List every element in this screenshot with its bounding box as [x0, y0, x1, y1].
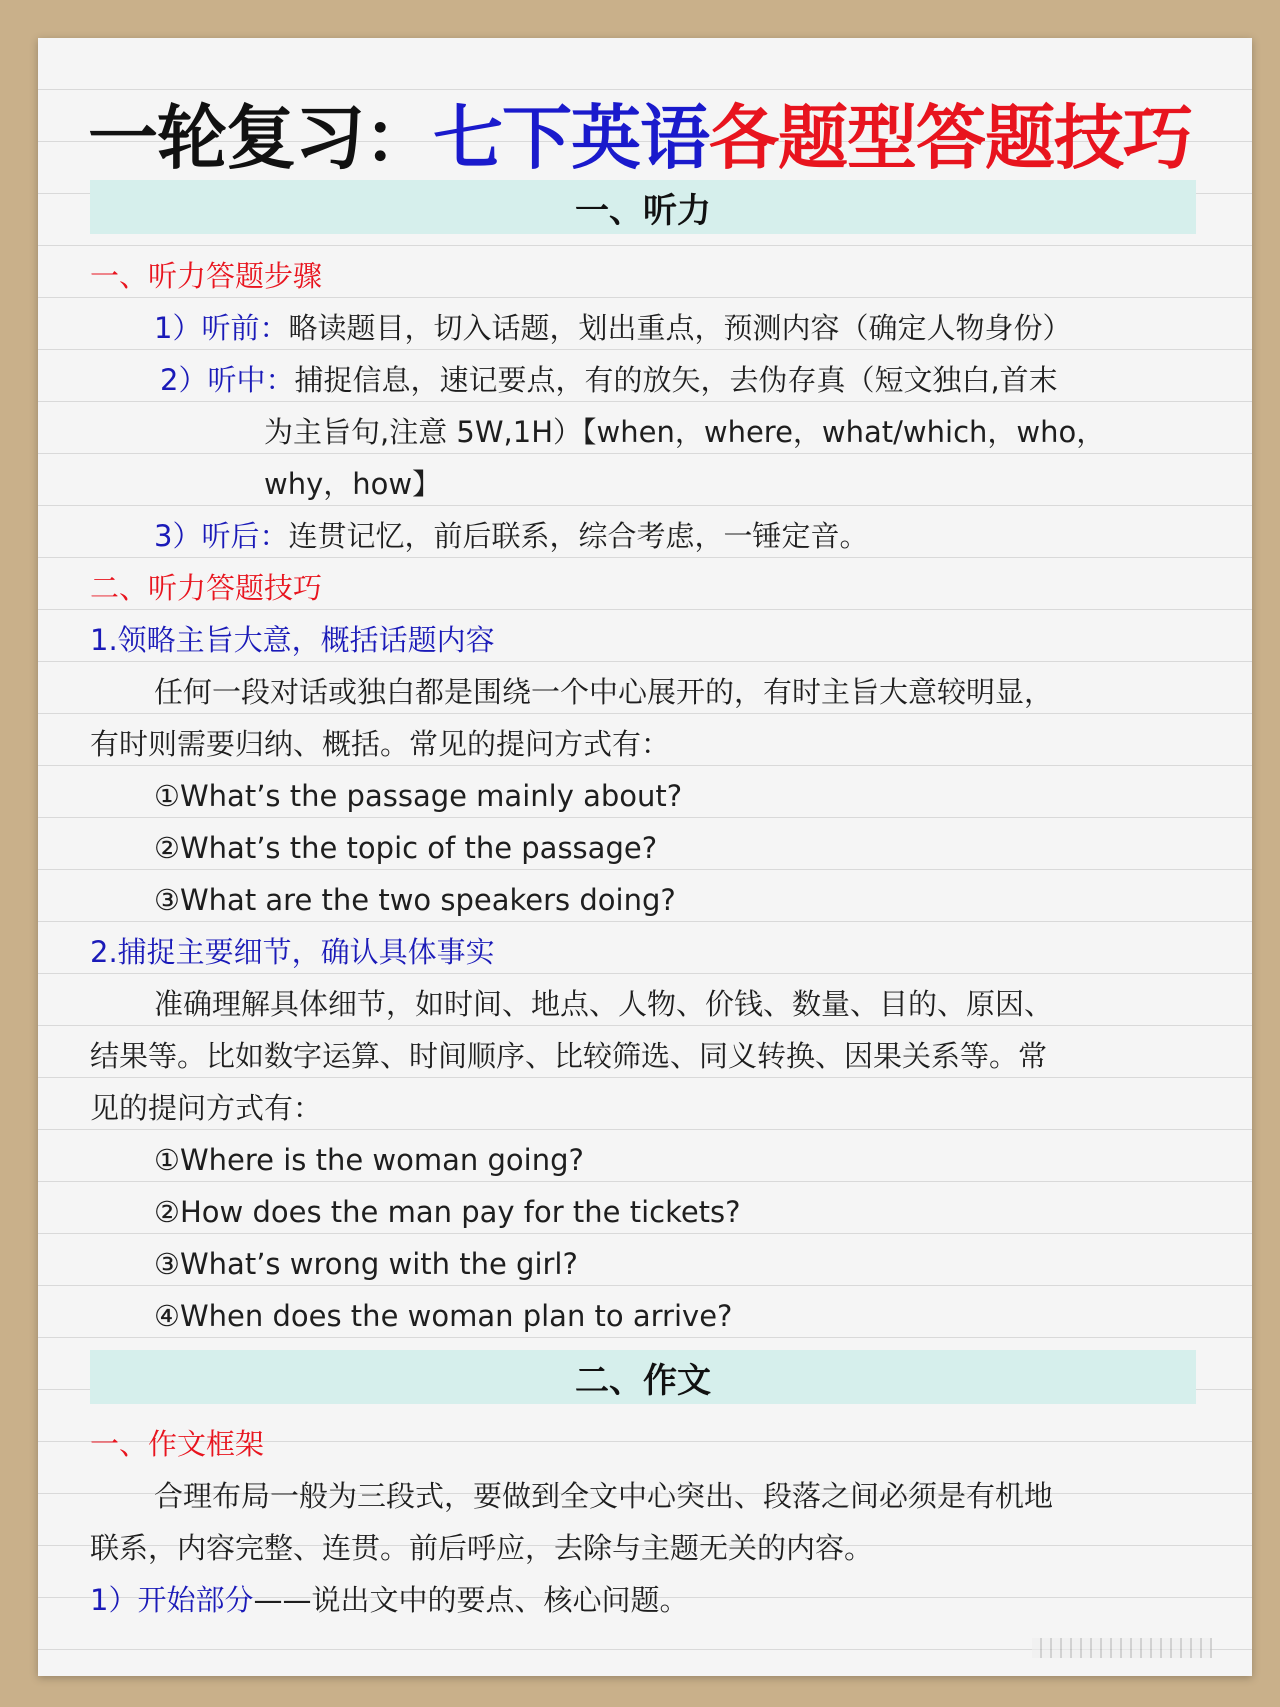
title-subject: 七下英语: [433, 96, 709, 179]
tip-2-question-4: ④When does the woman plan to arrive?: [154, 1299, 733, 1333]
tip-2-question-1: ①Where is the woman going?: [154, 1143, 584, 1177]
step-3-label: 3）听后：: [154, 519, 289, 553]
step-1-label: 1）听前：: [154, 311, 289, 345]
tip-1-para-line1: 任何一段对话或独白都是围绕一个中心展开的，有时主旨大意较明显，: [154, 675, 1054, 709]
section-banner-listening: 一、听力: [90, 180, 1196, 234]
tip-2-para-line3: 见的提问方式有：: [90, 1091, 323, 1125]
listening-step-2: [160, 360, 1058, 400]
writing-para-line2: 联系，内容完整、连贯。前后呼应，去除与主题无关的内容。: [90, 1531, 874, 1565]
step-2-text-line2: 为主旨句,注意 5W,1H）【when，where，what/which，who，: [264, 415, 1106, 449]
tip-1-question-1: ①What’s the passage mainly about?: [154, 779, 683, 813]
step-2-text-line1: 捕捉信息，速记要点，有的放矢，去伪存真（短文独白,首末: [294, 363, 1058, 397]
writing-part-1-label: 1）开始部分: [90, 1583, 254, 1617]
page-title: [88, 96, 1192, 180]
writing-part-1-text: ——说出文中的要点、核心问题。: [253, 1583, 689, 1617]
tip-2-heading: 2.捕捉主要细节，确认具体事实: [90, 935, 495, 969]
listening-step-3: [154, 516, 868, 556]
title-prefix: 一轮复习：: [88, 96, 433, 179]
title-topic: 各题型答题技巧: [709, 96, 1192, 179]
tip-1-question-2: ②What’s the topic of the passage?: [154, 831, 658, 865]
tip-1-para-line2: 有时则需要归纳、概括。常见的提问方式有：: [90, 727, 671, 761]
listening-step-1: [154, 308, 1071, 348]
paper-sheet: [38, 38, 1252, 1676]
tip-2-question-3: ③What’s wrong with the girl?: [154, 1247, 578, 1281]
step-1-text: 略读题目，切入话题，划出重点，预测内容（确定人物身份）: [288, 311, 1072, 345]
writing-para-line1: 合理布局一般为三段式，要做到全文中心突出、段落之间必须是有机地: [154, 1479, 1054, 1513]
tip-2-question-2: ②How does the man pay for the tickets?: [154, 1195, 741, 1229]
tip-2-para-line2: 结果等。比如数字运算、时间顺序、比较筛选、同义转换、因果关系等。常: [90, 1039, 1048, 1073]
step-3-text: 连贯记忆，前后联系，综合考虑，一锤定音。: [288, 519, 869, 553]
tip-1-heading: 1.领略主旨大意，概括话题内容: [90, 623, 495, 657]
section-banner-writing: 二、作文: [90, 1350, 1196, 1404]
listening-steps-heading: 一、听力答题步骤: [90, 259, 323, 293]
tip-1-question-3: ③What are the two speakers doing?: [154, 883, 676, 917]
tip-2-para-line1: 准确理解具体细节，如时间、地点、人物、价钱、数量、目的、原因、: [154, 987, 1054, 1021]
step-2-text-line3: why，how】: [264, 467, 442, 501]
writing-framework-heading: 一、作文框架: [90, 1427, 265, 1461]
paper-edge-decoration: [1032, 1638, 1212, 1658]
step-2-label: 2）听中：: [160, 363, 295, 397]
writing-part-1: [90, 1580, 688, 1620]
listening-tips-heading: 二、听力答题技巧: [90, 571, 323, 605]
